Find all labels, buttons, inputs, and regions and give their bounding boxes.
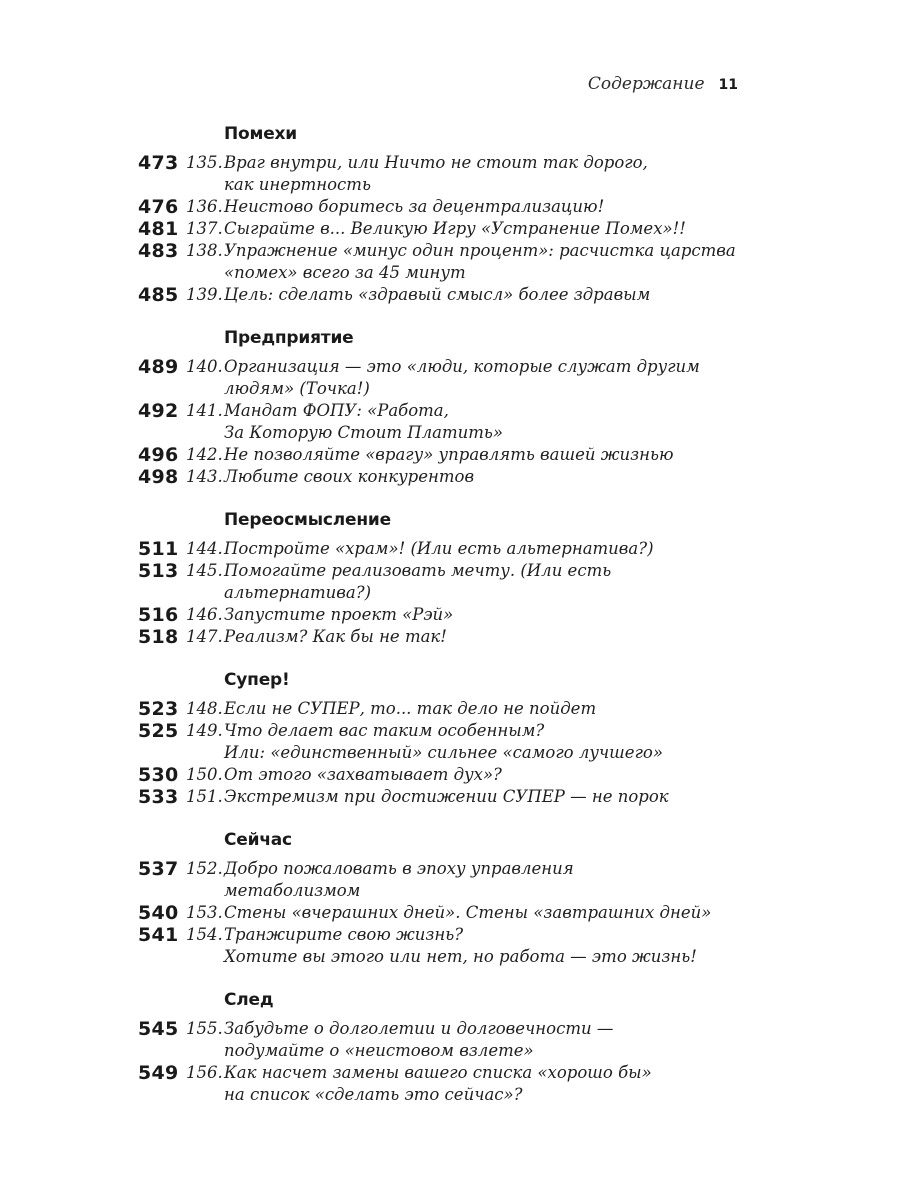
entry-body: [186, 698, 744, 720]
chapter-title: [224, 356, 744, 400]
entry-page-number: 525: [138, 720, 179, 742]
section-title: Помехи: [224, 124, 298, 144]
entry-body: [186, 626, 744, 648]
chapter-title-line: Упражнение «минус один процент»: расчистка царства: [224, 241, 736, 260]
toc-section: [138, 328, 778, 488]
entry-page-number: 489: [138, 356, 179, 378]
entry-body: [186, 444, 744, 466]
chapter-number: 135.: [186, 153, 223, 172]
chapter-title-line: Организация — это «люди, которые служат другим: [224, 357, 700, 376]
entry-page-number: 481: [138, 218, 179, 240]
section-title: Предприятие: [224, 328, 354, 348]
page-number: 11: [718, 77, 738, 93]
entry-body: [186, 218, 744, 240]
entry-page-number: 523: [138, 698, 179, 720]
chapter-title-line: Если не СУПЕР, то... так дело не пойдет: [224, 699, 597, 718]
entry-page-number: 492: [138, 400, 179, 422]
entry-body: [186, 284, 744, 306]
toc-entry: [138, 924, 778, 968]
chapter-title-line: Реализм? Как бы не так!: [224, 627, 447, 646]
toc-entry: [138, 356, 778, 400]
entry-page-number: 533: [138, 786, 179, 808]
chapter-number: 149.: [186, 721, 223, 740]
toc-entry: [138, 626, 778, 648]
chapter-title-line: Сыграйте в... Великую Игру «Устранение Помех»!!: [224, 219, 686, 238]
chapter-title: [224, 218, 744, 240]
toc-entry: [138, 538, 778, 560]
chapter-title: [224, 400, 744, 444]
chapter-title-line: как инертность: [224, 175, 371, 194]
entry-page-number: 473: [138, 152, 179, 174]
chapter-number: 156.: [186, 1063, 223, 1082]
section-title: След: [224, 990, 274, 1010]
chapter-title: [224, 466, 744, 488]
chapter-number: 144.: [186, 539, 223, 558]
chapter-title-line: Или: «единственный» сильнее «самого лучшего»: [224, 743, 663, 762]
chapter-title: [224, 786, 744, 808]
toc-section: [138, 830, 778, 968]
entry-body: [186, 152, 744, 196]
chapter-number: 152.: [186, 859, 223, 878]
entry-body: [186, 858, 744, 902]
entry-page-number: 545: [138, 1018, 179, 1040]
chapter-title-line: людям» (Точка!): [224, 379, 370, 398]
chapter-title: [224, 152, 744, 196]
toc-entry: [138, 152, 778, 196]
toc-entry: [138, 902, 778, 924]
entry-body: [186, 240, 744, 284]
chapter-title-line: Добро пожаловать в эпоху управления: [224, 859, 574, 878]
entry-page-number: 513: [138, 560, 179, 582]
entry-body: [186, 538, 744, 560]
chapter-number: 139.: [186, 285, 223, 304]
chapter-title-line: Мандат ФОПУ: «Работа,: [224, 401, 449, 420]
entry-body: [186, 466, 744, 488]
chapter-number: 145.: [186, 561, 223, 580]
toc-entry: [138, 858, 778, 902]
entry-page-number: 540: [138, 902, 179, 924]
chapter-title: [224, 924, 744, 968]
toc-entry: [138, 698, 778, 720]
chapter-title: [224, 698, 744, 720]
chapter-title: [224, 604, 744, 626]
chapter-title: [224, 284, 744, 306]
chapter-number: 137.: [186, 219, 223, 238]
chapter-title-line: метаболизмом: [224, 881, 361, 900]
toc-entry: [138, 1018, 778, 1062]
entry-body: [186, 1062, 744, 1106]
chapter-title: [224, 1018, 744, 1062]
chapter-title: [224, 858, 744, 902]
chapter-number: 143.: [186, 467, 223, 486]
toc-entry: [138, 400, 778, 444]
toc-section: [138, 124, 778, 306]
entry-page-number: 483: [138, 240, 179, 262]
chapter-number: 147.: [186, 627, 223, 646]
chapter-title-line: Транжирите свою жизнь?: [224, 925, 464, 944]
chapter-title: [224, 626, 744, 648]
chapter-title-line: От этого «захватывает дух»?: [224, 765, 502, 784]
chapter-title-line: Запустите проект «Рэй»: [224, 605, 454, 624]
chapter-number: 148.: [186, 699, 223, 718]
chapter-title: [224, 240, 744, 284]
chapter-title: [224, 1062, 744, 1106]
entry-body: [186, 720, 744, 764]
chapter-title: [224, 560, 744, 604]
entry-body: [186, 196, 744, 218]
toc-section: [138, 510, 778, 648]
toc-section: [138, 990, 778, 1106]
running-head-title: Содержание: [587, 74, 705, 94]
toc-entry: [138, 240, 778, 284]
chapter-number: 140.: [186, 357, 223, 376]
toc-section: [138, 670, 778, 808]
chapter-title: [224, 444, 744, 466]
chapter-title-line: подумайте о «неистовом взлете»: [224, 1041, 534, 1060]
entry-page-number: 541: [138, 924, 179, 946]
chapter-title-line: Не позволяйте «врагу» управлять вашей жизнью: [224, 445, 674, 464]
chapter-number: 142.: [186, 445, 223, 464]
toc-entry: [138, 764, 778, 786]
chapter-title: [224, 538, 744, 560]
entry-page-number: 511: [138, 538, 179, 560]
chapter-number: 146.: [186, 605, 223, 624]
entry-body: [186, 902, 744, 924]
section-title: Переосмысление: [224, 510, 391, 530]
chapter-number: 151.: [186, 787, 223, 806]
toc-entry: [138, 560, 778, 604]
chapter-number: 141.: [186, 401, 223, 420]
toc-entry: [138, 466, 778, 488]
entry-page-number: 476: [138, 196, 179, 218]
table-of-contents: [138, 124, 778, 1128]
toc-entry: [138, 218, 778, 240]
chapter-title-line: Враг внутри, или Ничто не стоит так дорого,: [224, 153, 648, 172]
chapter-title-line: Помогайте реализовать мечту. (Или есть: [224, 561, 612, 580]
chapter-title-line: на список «сделать это сейчас»?: [224, 1085, 523, 1104]
toc-entry: [138, 196, 778, 218]
entry-body: [186, 560, 744, 604]
chapter-title-line: За Которую Стоит Платить»: [224, 423, 504, 442]
chapter-number: 136.: [186, 197, 223, 216]
chapter-title: [224, 902, 744, 924]
chapter-title-line: «помех» всего за 45 минут: [224, 263, 466, 282]
chapter-title-line: Стены «вчерашних дней». Стены «завтрашних дней»: [224, 903, 712, 922]
toc-entry: [138, 604, 778, 626]
entry-body: [186, 924, 744, 968]
running-head: [588, 74, 738, 94]
entry-body: [186, 764, 744, 786]
chapter-number: 150.: [186, 765, 223, 784]
entry-page-number: 549: [138, 1062, 179, 1084]
chapter-title-line: Экстремизм при достижении СУПЕР — не порок: [224, 787, 669, 806]
entry-page-number: 485: [138, 284, 179, 306]
entry-body: [186, 604, 744, 626]
entry-page-number: 496: [138, 444, 179, 466]
toc-entry: [138, 444, 778, 466]
toc-entry: [138, 284, 778, 306]
chapter-title-line: Что делает вас таким особенным?: [224, 721, 545, 740]
entry-body: [186, 400, 744, 444]
section-title: Сейчас: [224, 830, 292, 850]
entry-body: [186, 356, 744, 400]
chapter-title: [224, 196, 744, 218]
entry-body: [186, 786, 744, 808]
section-title: Супер!: [224, 670, 290, 690]
chapter-title-line: Постройте «храм»! (Или есть альтернатива?): [224, 539, 654, 558]
entry-page-number: 498: [138, 466, 179, 488]
chapter-number: 155.: [186, 1019, 223, 1038]
chapter-title-line: Как насчет замены вашего списка «хорошо бы»: [224, 1063, 652, 1082]
chapter-number: 138.: [186, 241, 223, 260]
toc-entry: [138, 1062, 778, 1106]
entry-page-number: 530: [138, 764, 179, 786]
chapter-title: [224, 720, 744, 764]
chapter-title-line: Забудьте о долголетии и долговечности —: [224, 1019, 614, 1038]
chapter-title-line: Любите своих конкурентов: [224, 467, 475, 486]
entry-page-number: 516: [138, 604, 179, 626]
chapter-number: 154.: [186, 925, 223, 944]
chapter-title-line: альтернатива?): [224, 583, 372, 602]
entry-page-number: 518: [138, 626, 179, 648]
entry-body: [186, 1018, 744, 1062]
chapter-number: 153.: [186, 903, 223, 922]
chapter-title-line: Цель: сделать «здравый смысл» более здравым: [224, 285, 651, 304]
chapter-title: [224, 764, 744, 786]
toc-entry: [138, 786, 778, 808]
chapter-title-line: Хотите вы этого или нет, но работа — это жизнь!: [224, 947, 697, 966]
toc-entry: [138, 720, 778, 764]
chapter-title-line: Неистово боритесь за децентрализацию!: [224, 197, 605, 216]
entry-page-number: 537: [138, 858, 179, 880]
